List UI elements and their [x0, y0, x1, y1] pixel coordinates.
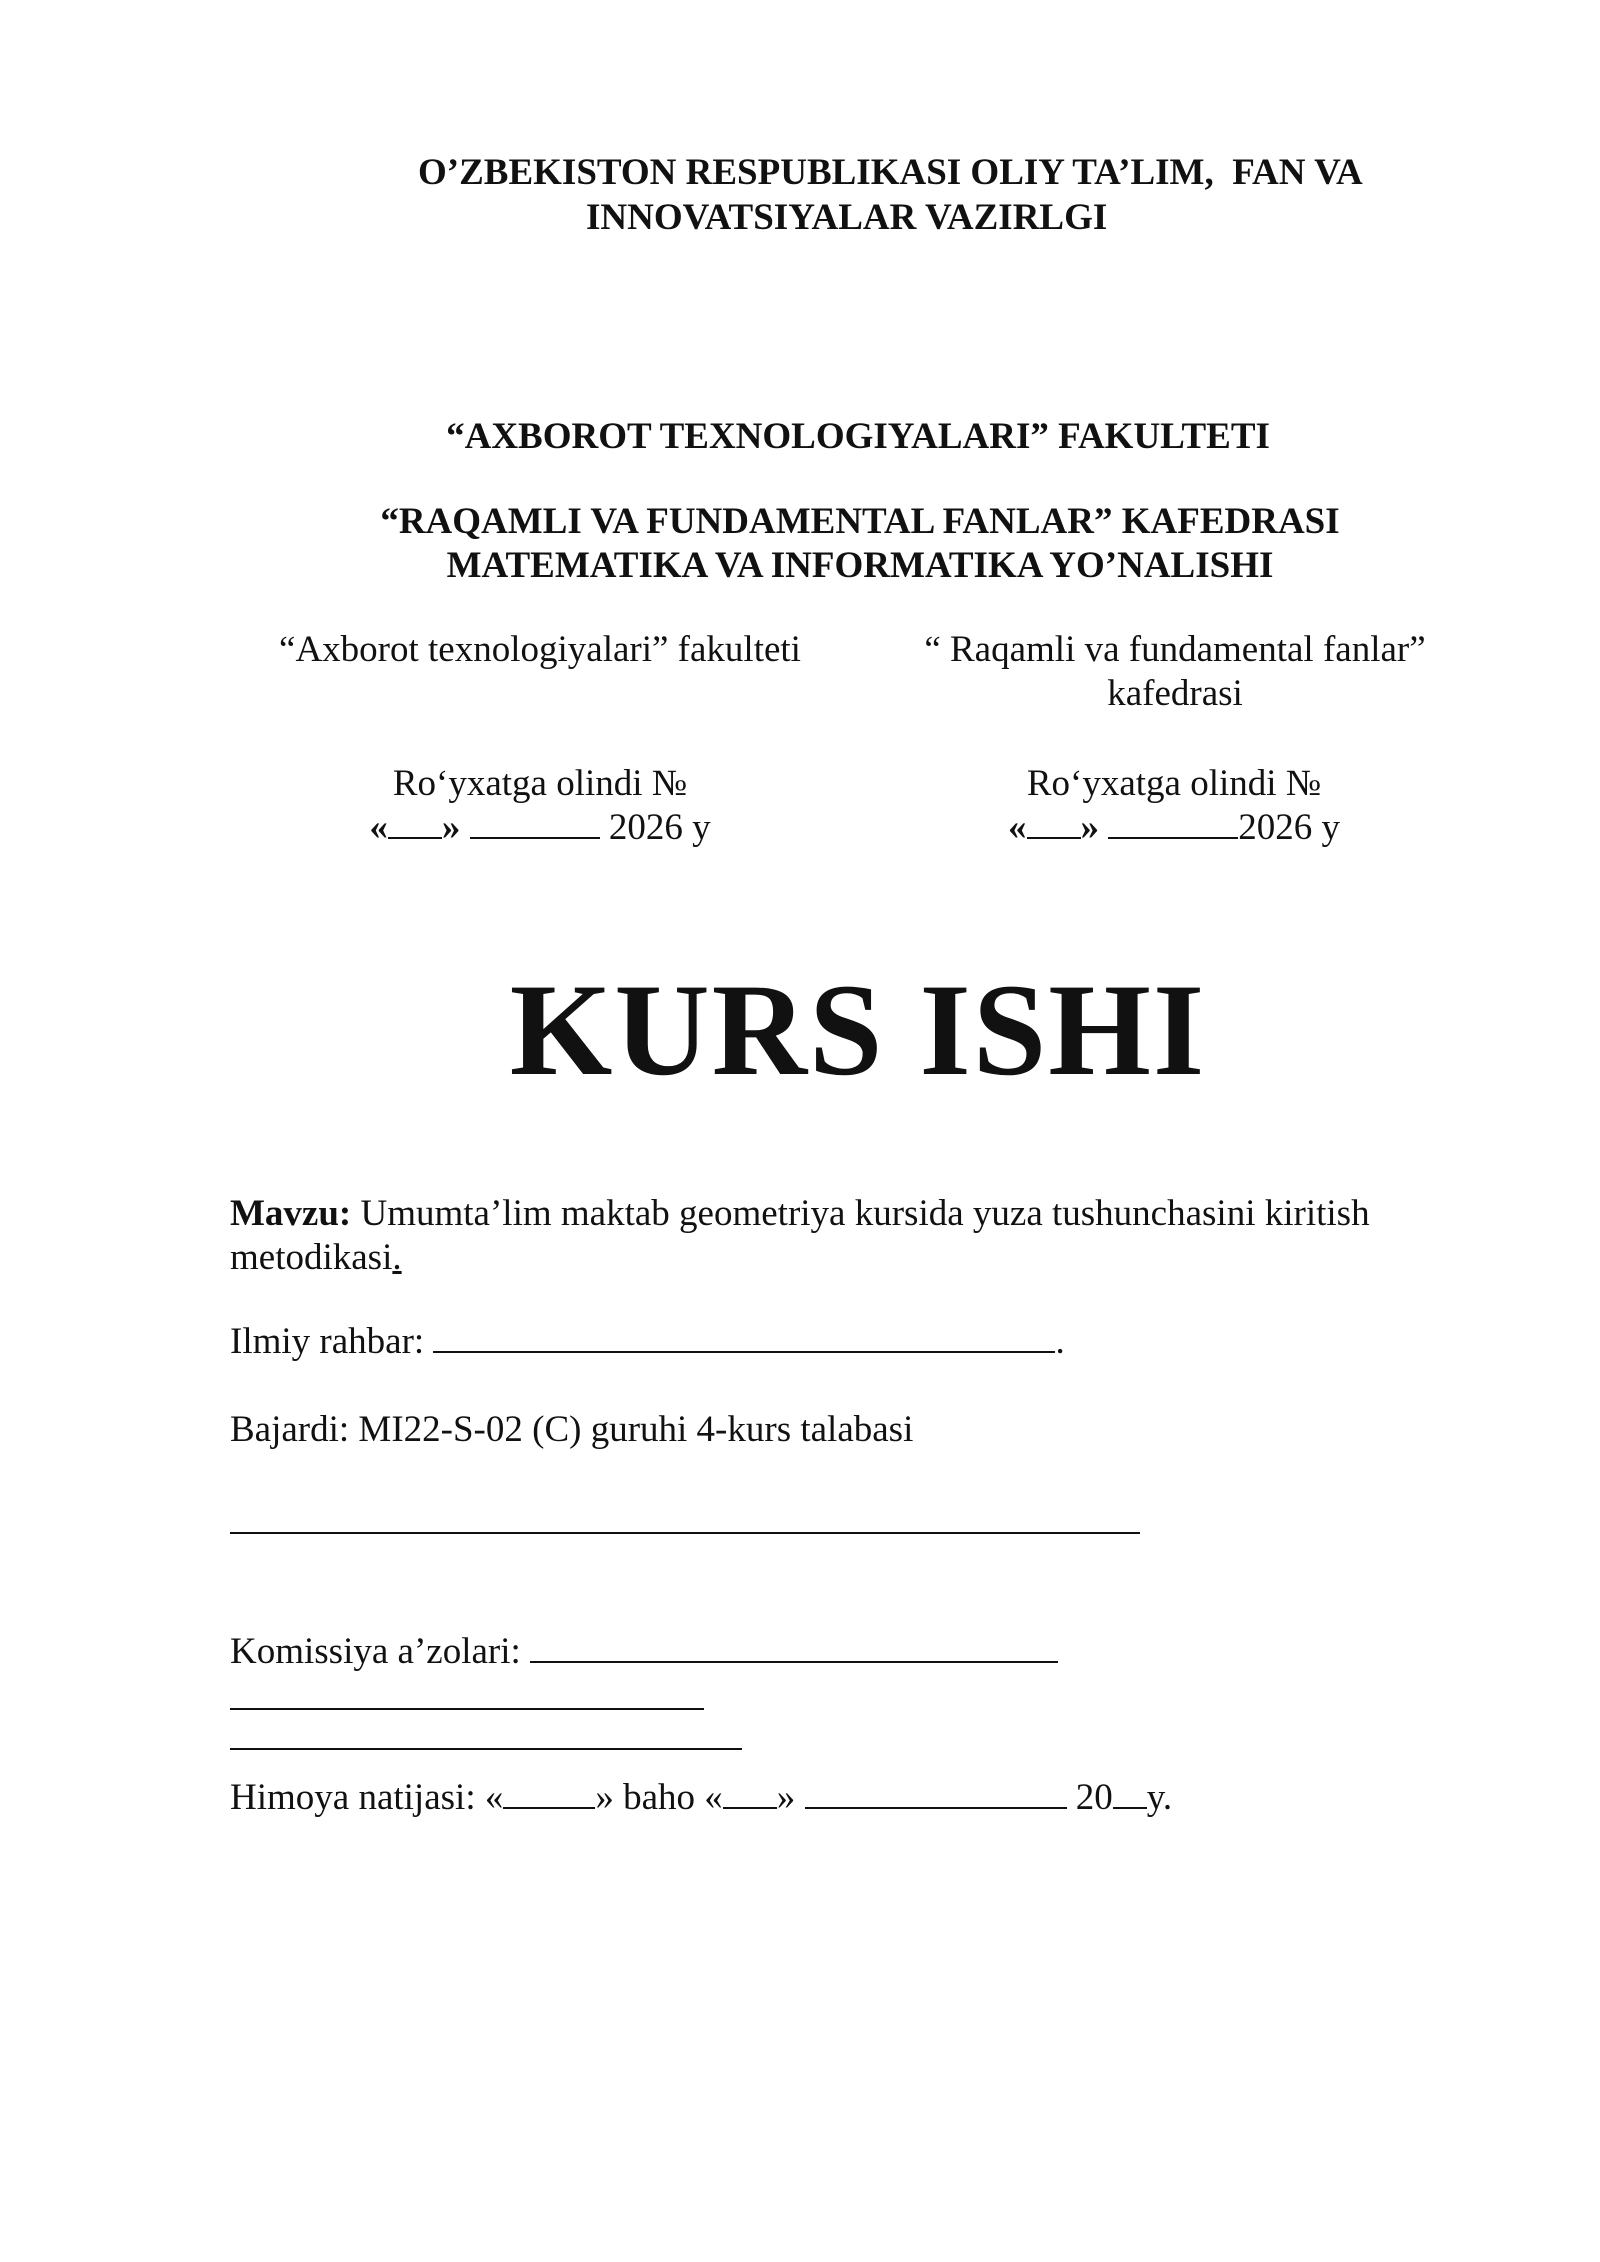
approval-right-title-line-1: “ Raqamli va fundamental fanlar” [924, 629, 1426, 670]
topic-end: . [392, 1237, 402, 1278]
defense-result-field [230, 1776, 1430, 1820]
defense-date-blank [805, 1777, 1067, 1809]
commission-blank-2 [230, 1688, 704, 1710]
department-line-1: “RAQAMLI VA FUNDAMENTAL FANLAR” KAFEDRASI [380, 501, 1340, 542]
defense-mid: » baho « [595, 1777, 723, 1818]
left-day-blank [388, 807, 442, 839]
ministry-line-1: O’ZBEKISTON RESPUBLIKASI OLIY TA’LIM, FAN VA [418, 152, 1363, 193]
commission-blank-3 [230, 1728, 742, 1750]
defense-result-blank [503, 1777, 595, 1809]
department-heading [0, 500, 1600, 588]
defense-year-suffix: y. [1146, 1777, 1173, 1818]
right-month-blank [1108, 807, 1238, 839]
registration-right-label: Roʻyxatga olindi № [1026, 763, 1322, 804]
registration-right [934, 762, 1414, 850]
supervisor-label: Ilmiy rahbar: [230, 1321, 425, 1362]
ministry-line-2: INNOVATSIYALAR VAZIRLGI [586, 197, 1108, 238]
department-line-2: MATEMATIKA VA INFORMATIKA YO’NALISHI [446, 545, 1274, 586]
registration-right-date [934, 806, 1414, 850]
left-open-quote: « [369, 807, 388, 848]
defense-label: Himoya natijasi: « [230, 1777, 504, 1818]
topic-value: Umumta’lim maktab geometriya kursida yuza tushunchasini kiritish metodikasi [230, 1193, 1370, 1278]
right-close-quote: » [1080, 807, 1099, 848]
defense-close: » [776, 1777, 796, 1818]
performer-field: Bajardi: MI22-S-02 (C) guruhi 4-kurs talabasi [230, 1409, 914, 1450]
faculty-heading-text: “AXBOROT TEXNOLOGIYALARI” FAKULTETI [446, 416, 1270, 457]
commission-blank-1 [530, 1631, 1058, 1663]
approval-left-title: “Axborot texnologiyalari” fakulteti [279, 629, 801, 670]
topic-label: Mavzu: [230, 1193, 352, 1234]
commission-label: Komissiya a’zolari: [230, 1631, 521, 1672]
right-day-blank [1027, 807, 1081, 839]
defense-grade-blank [723, 1777, 777, 1809]
left-close-quote: » [441, 807, 461, 848]
document-title: KURS ISHI [509, 956, 1207, 1103]
supervisor-blank [433, 1321, 1055, 1353]
performer-name-blank [230, 1502, 1140, 1534]
right-open-quote: « [1008, 807, 1027, 848]
approval-right-title-line-2: kafedrasi [1107, 673, 1243, 714]
registration-left-label: Roʻyxatga olindi № [392, 763, 688, 804]
topic-field [230, 1192, 1430, 1280]
defense-year-prefix: 20 [1075, 1777, 1113, 1818]
faculty-heading [0, 414, 1600, 459]
left-year: 2026 y [608, 807, 711, 848]
supervisor-field [230, 1320, 1430, 1364]
supervisor-end: . [1055, 1321, 1065, 1362]
commission-field [230, 1630, 1430, 1674]
defense-year-blank [1113, 1777, 1147, 1809]
approval-right-title [860, 628, 1490, 716]
registration-left [300, 762, 780, 850]
right-year: 2026 y [1238, 807, 1340, 848]
left-month-blank [470, 807, 600, 839]
registration-left-date [300, 806, 780, 850]
